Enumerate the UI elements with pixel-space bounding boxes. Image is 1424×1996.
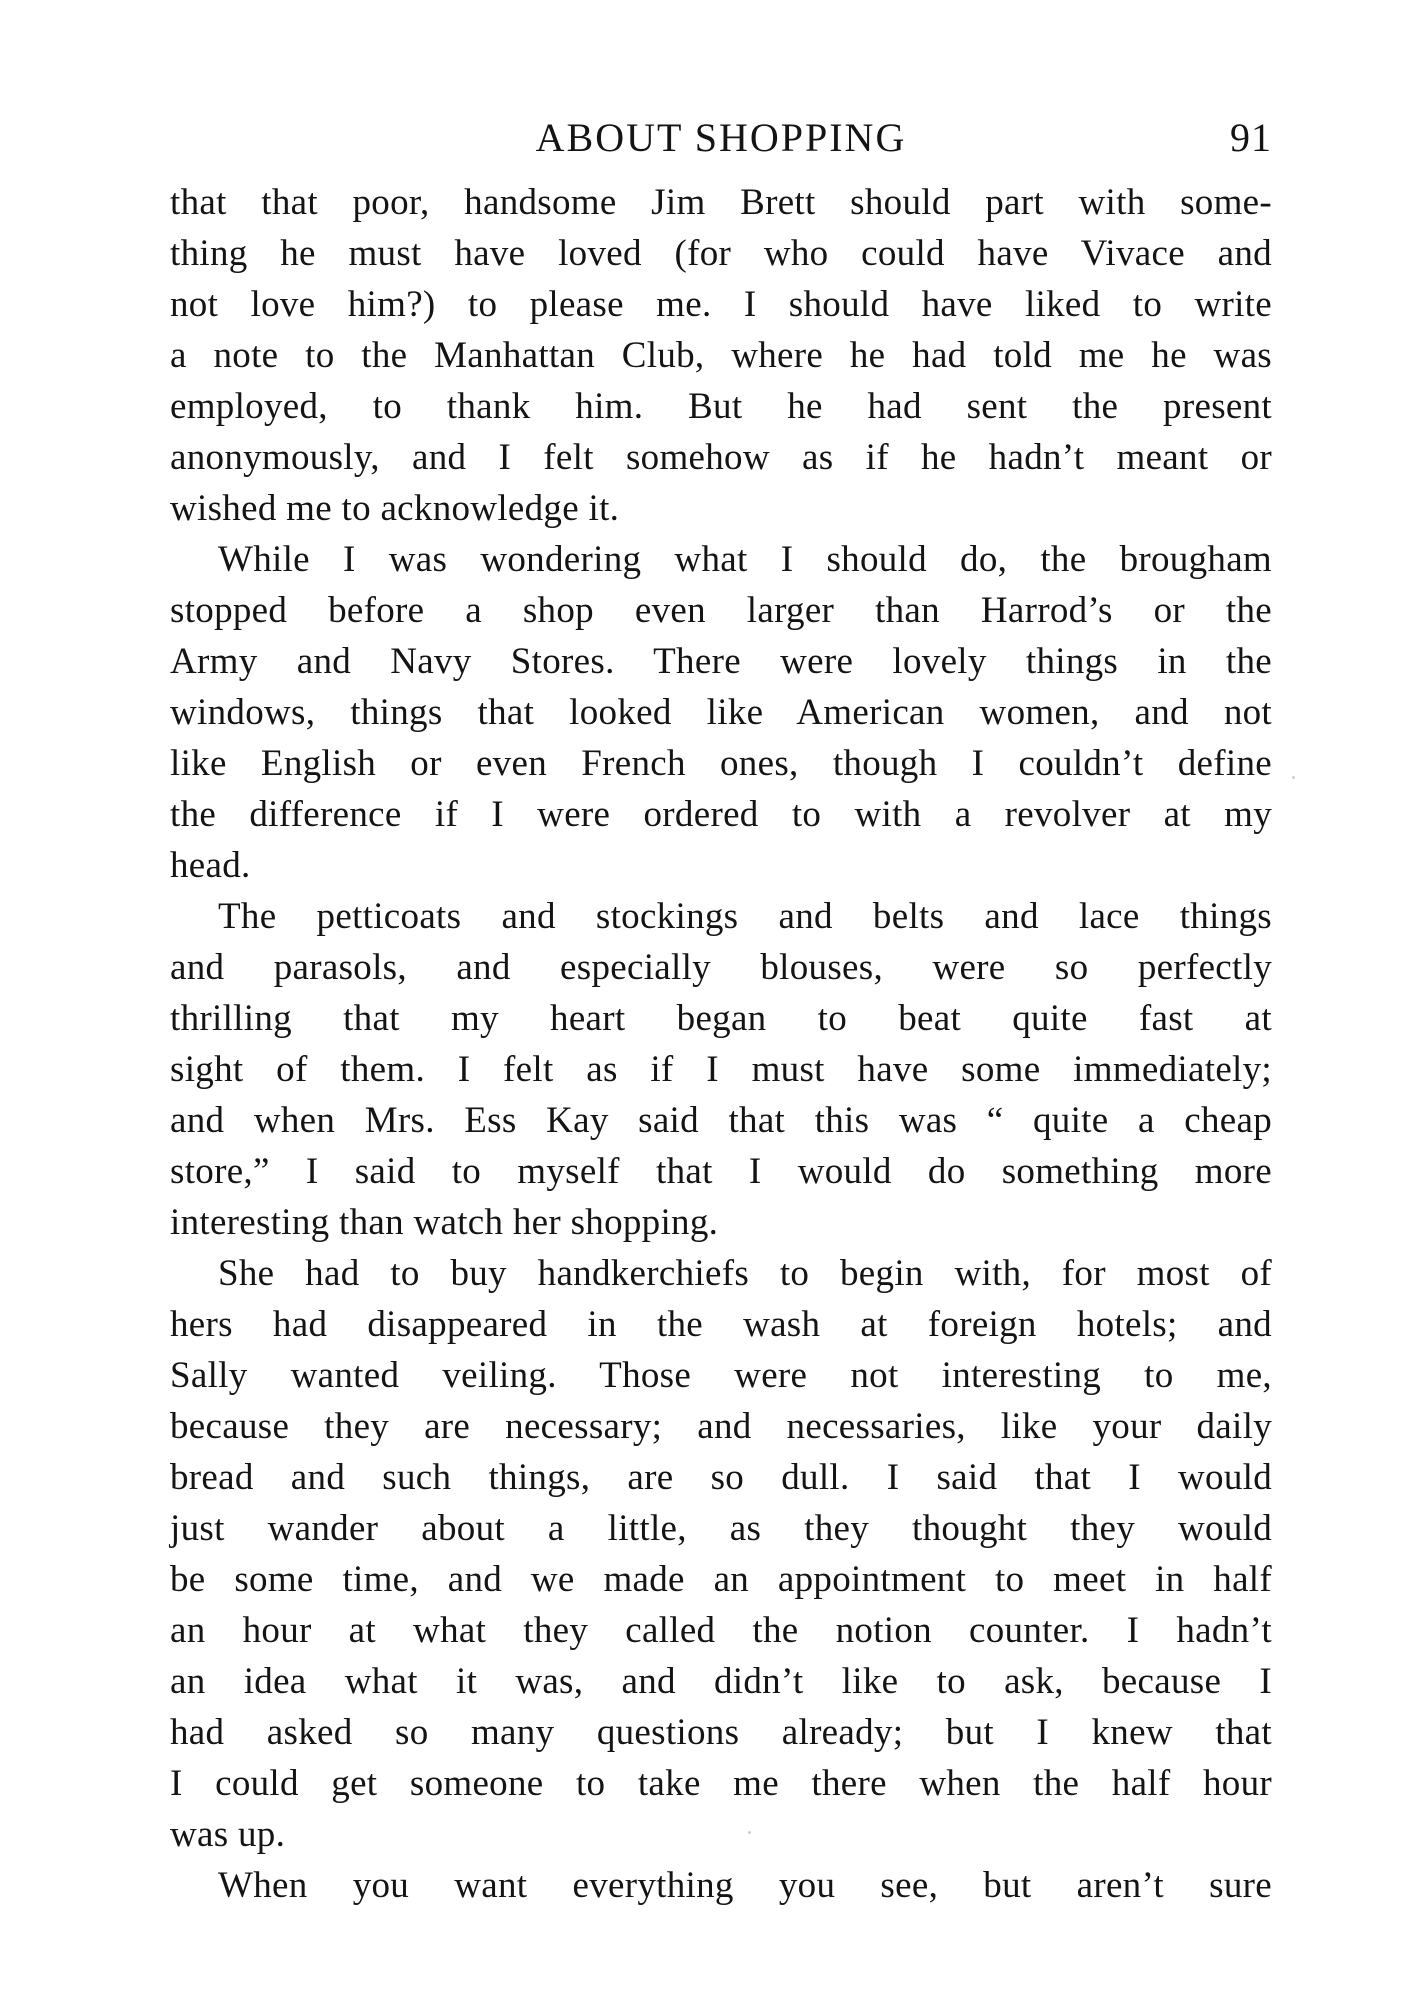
text-line: windows, things that looked like American women, and not bbox=[170, 692, 1272, 733]
text-line: interesting than watch her shopping. bbox=[170, 1202, 719, 1243]
body-text bbox=[170, 177, 1272, 1911]
paragraph bbox=[170, 534, 1272, 891]
text-line: thrilling that my heart began to beat quite fast at bbox=[170, 998, 1272, 1039]
text-line: The petticoats and stockings and belts and lace things bbox=[218, 896, 1272, 937]
text-line: sight of them. I felt as if I must have some immediately; bbox=[170, 1049, 1272, 1090]
text-line: and when Mrs. Ess Kay said that this was “ quite a cheap bbox=[170, 1100, 1272, 1141]
text-line: anonymously, and I felt somehow as if he hadn’t meant or bbox=[170, 437, 1272, 478]
paragraph bbox=[170, 177, 1272, 534]
paper-speck bbox=[1292, 776, 1295, 779]
text-line: the difference if I were ordered to with a revolver at my bbox=[170, 794, 1272, 835]
page-number: 91 bbox=[1230, 115, 1272, 160]
text-line: an idea what it was, and didn’t like to ask, because I bbox=[170, 1661, 1272, 1702]
text-line: stopped before a shop even larger than Harrod’s or the bbox=[170, 590, 1272, 631]
text-line: be some time, and we made an appointment to meet in half bbox=[170, 1559, 1272, 1600]
text-line: was up. bbox=[170, 1814, 286, 1855]
text-line: had asked so many questions already; but I knew that bbox=[170, 1712, 1272, 1753]
text-line: Army and Navy Stores. There were lovely things in the bbox=[170, 641, 1272, 682]
text-line: store,” I said to myself that I would do something more bbox=[170, 1151, 1272, 1192]
text-line: and parasols, and especially blouses, were so perfectly bbox=[170, 947, 1272, 988]
running-head bbox=[170, 108, 1272, 168]
running-title: ABOUT SHOPPING bbox=[535, 115, 907, 160]
paragraph bbox=[170, 891, 1272, 1248]
text-line: wished me to acknowledge it. bbox=[170, 488, 620, 529]
text-line: When you want everything you see, but aren’t sure bbox=[218, 1865, 1272, 1906]
text-line: thing he must have loved (for who could have Vivace and bbox=[170, 233, 1272, 274]
text-line: like English or even French ones, though I couldn’t define bbox=[170, 743, 1272, 784]
paragraph bbox=[170, 1860, 1272, 1911]
paragraph bbox=[170, 1248, 1272, 1860]
text-line: a note to the Manhattan Club, where he had told me he was bbox=[170, 335, 1272, 376]
text-line: that that poor, handsome Jim Brett should part with some- bbox=[170, 182, 1272, 223]
text-line: bread and such things, are so dull. I said that I would bbox=[170, 1457, 1272, 1498]
text-line: While I was wondering what I should do, the brougham bbox=[218, 539, 1272, 580]
text-line: I could get someone to take me there when the half hour bbox=[170, 1763, 1272, 1804]
text-line: Sally wanted veiling. Those were not interesting to me, bbox=[170, 1355, 1272, 1396]
text-line: not love him?) to please me. I should have liked to write bbox=[170, 284, 1272, 325]
text-line: just wander about a little, as they thought they would bbox=[170, 1508, 1272, 1549]
text-line: hers had disappeared in the wash at foreign hotels; and bbox=[170, 1304, 1272, 1345]
text-line: employed, to thank him. But he had sent the present bbox=[170, 386, 1272, 427]
text-line: an hour at what they called the notion counter. I hadn’t bbox=[170, 1610, 1272, 1651]
paper-speck bbox=[748, 1831, 751, 1834]
text-line: because they are necessary; and necessaries, like your daily bbox=[170, 1406, 1272, 1447]
text-line: head. bbox=[170, 845, 251, 886]
text-line: She had to buy handkerchiefs to begin with, for most of bbox=[218, 1253, 1272, 1294]
